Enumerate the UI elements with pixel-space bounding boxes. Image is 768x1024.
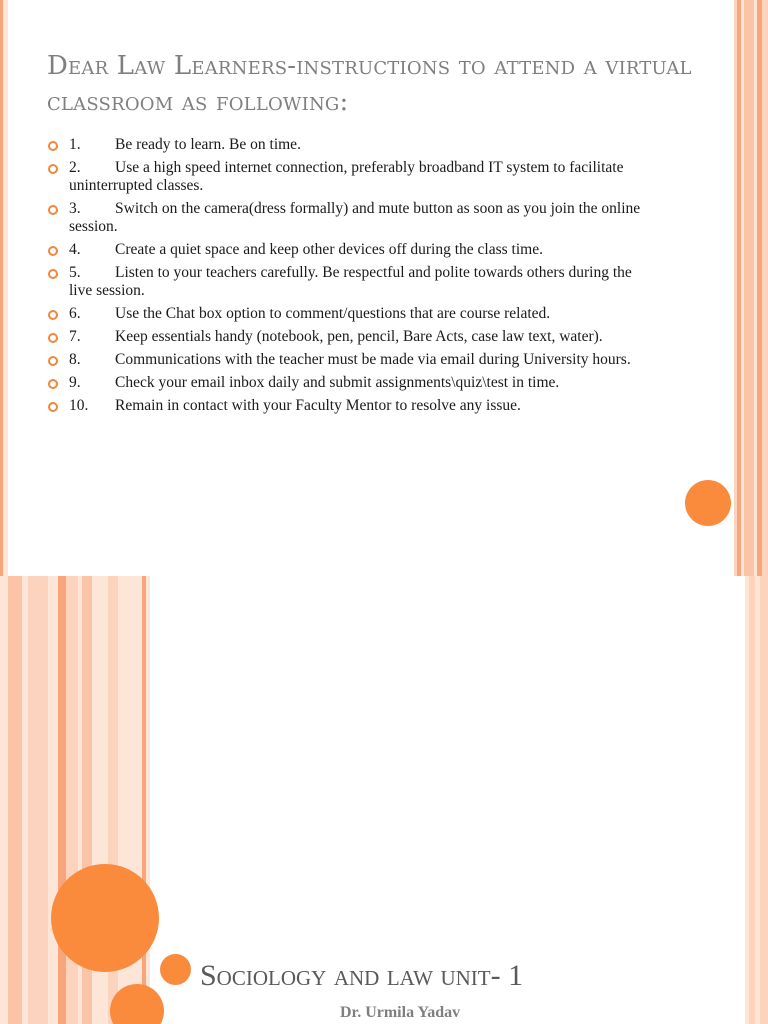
list-item (48, 264, 648, 300)
list-item (48, 159, 648, 195)
bullet-icon (48, 269, 58, 279)
item-number: 6. (69, 305, 81, 322)
decor-circle (51, 864, 159, 972)
decor-stripe (762, 0, 768, 576)
bullet-icon (48, 141, 58, 151)
decor-stripe (3, 0, 8, 576)
item-number: 7. (69, 328, 81, 345)
item-number: 8. (69, 351, 81, 368)
list-item (48, 328, 648, 346)
decor-stripe (48, 576, 58, 1024)
list-item (48, 397, 648, 415)
bullet-icon (48, 356, 58, 366)
decor-circle (110, 984, 164, 1024)
decor-stripe (58, 576, 66, 1024)
bullet-icon (48, 379, 58, 389)
item-number: 4. (69, 241, 81, 258)
item-number: 10. (69, 397, 89, 414)
slide-title: Sociology and law unit- 1 (200, 959, 524, 992)
bullet-icon (48, 333, 58, 343)
list-item (48, 136, 648, 154)
item-number: 9. (69, 374, 81, 391)
item-text: Create a quiet space and keep other devices off during the class time. (115, 241, 543, 258)
bullet-icon (48, 310, 58, 320)
author-name: Dr. Urmila Yadav (340, 1004, 461, 1021)
item-text: Be ready to learn. Be on time. (115, 136, 301, 153)
item-text: Switch on the camera(dress formally) and mute button as soon as you join the online session. (69, 200, 641, 235)
slide-2 (0, 576, 768, 1024)
decor-stripe (8, 576, 22, 1024)
list-item (48, 351, 648, 369)
bullet-icon (48, 205, 58, 215)
decor-circle (160, 954, 191, 985)
bullet-icon (48, 164, 58, 174)
item-text: Keep essentials handy (notebook, pen, pencil, Bare Acts, case law text, water). (115, 328, 603, 345)
item-number: 2. (69, 159, 81, 176)
item-text: Listen to your teachers carefully. Be respectful and polite towards others during the live session. (69, 264, 632, 299)
instruction-list (48, 136, 648, 420)
decor-stripe (744, 0, 754, 576)
item-text: Communications with the teacher must be made via email during University hours. (115, 351, 631, 368)
item-text: Use the Chat box option to comment/questions that are course related. (115, 305, 551, 322)
list-item (48, 374, 648, 392)
bullet-icon (48, 402, 58, 412)
item-text: Check your email inbox daily and submit assignments\quiz\test in time. (115, 374, 560, 391)
decor-circle (685, 480, 731, 526)
item-text: Use a high speed internet connection, preferably broadband IT system to facilitate uninterrupted classes. (69, 159, 624, 194)
list-item (48, 200, 648, 236)
list-item (48, 305, 648, 323)
bullet-icon (48, 246, 58, 256)
item-number: 3. (69, 200, 81, 217)
decor-stripe (760, 576, 768, 1024)
decor-stripe (146, 576, 150, 1024)
decor-stripe (0, 576, 8, 1024)
list-item (48, 241, 648, 259)
item-number: 5. (69, 264, 81, 281)
slide-title: Dear Law Learners-instructions to attend a virtual classroom as following: (47, 51, 692, 117)
decor-stripe (28, 576, 48, 1024)
item-text: Remain in contact with your Faculty Mentor to resolve any issue. (115, 397, 521, 414)
item-number: 1. (69, 136, 81, 153)
